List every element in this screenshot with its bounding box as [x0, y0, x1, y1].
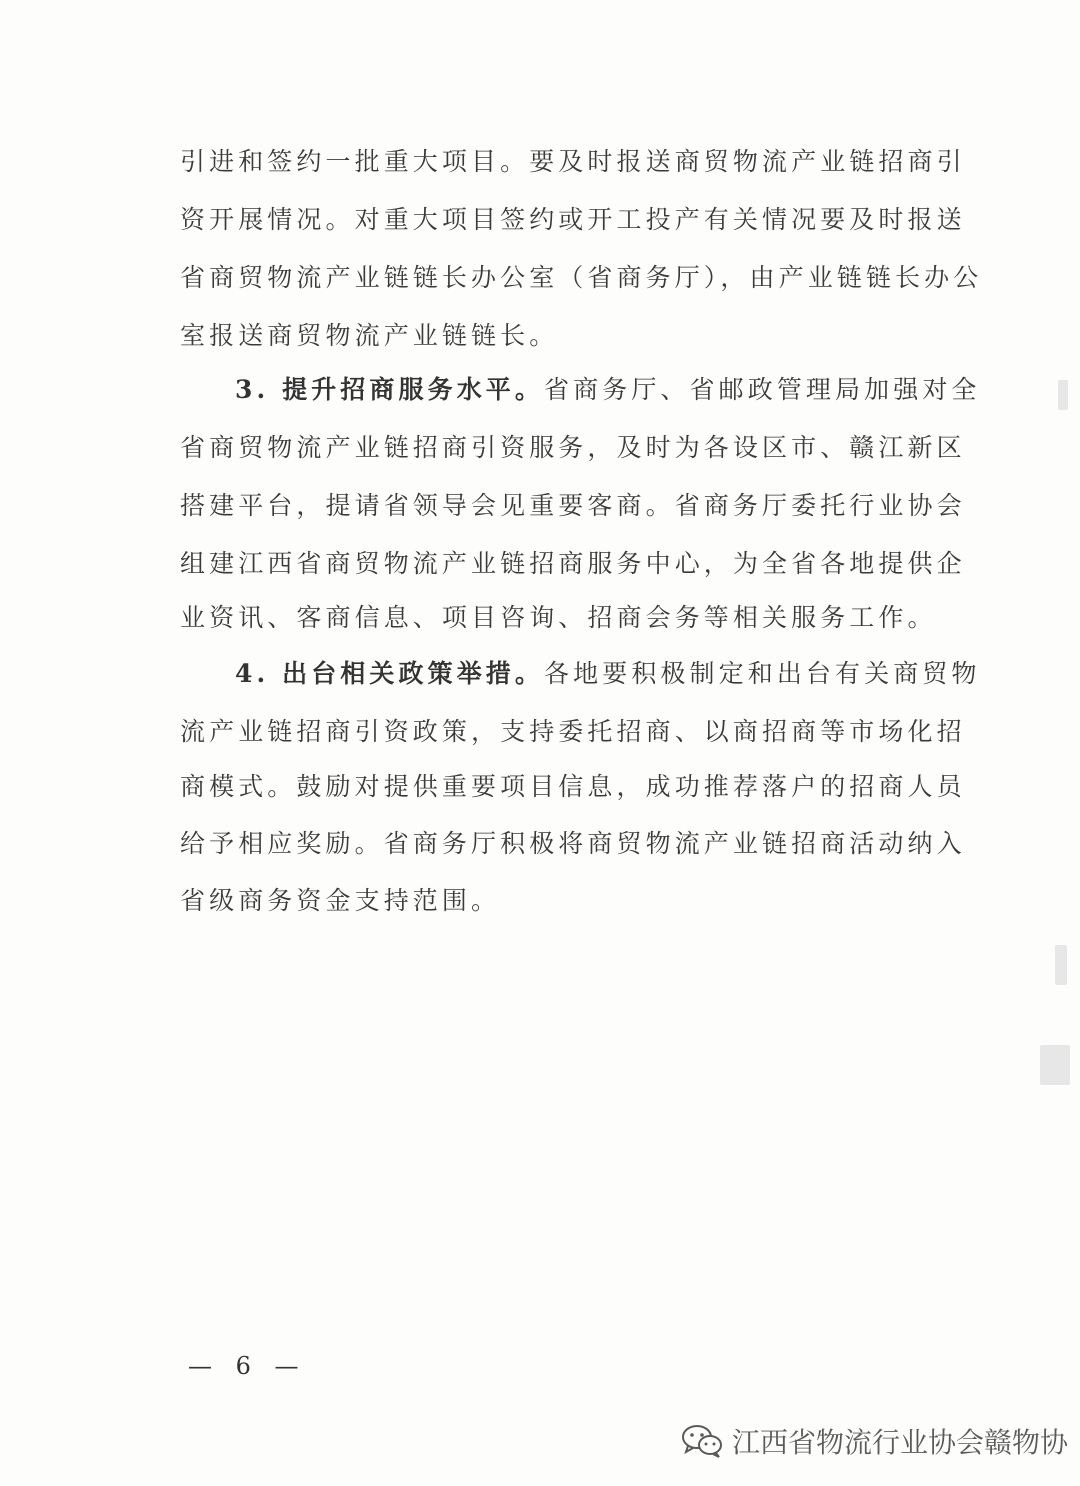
paragraph-line: 流产业链招商引资政策，支持委托招商、以商招商等市场化招 [180, 717, 966, 746]
paragraph-line: 省级商务资金支持范围。 [180, 886, 501, 915]
page-number: — 6 — [188, 1352, 307, 1380]
paragraph-line: 业资讯、客商信息、项目咨询、招商会务等相关服务工作。 [180, 603, 937, 632]
wechat-icon [680, 1423, 724, 1459]
paragraph-line: 搭建平台，提请省领导会见重要客商。省商务厅委托行业协会 [180, 491, 966, 520]
section-text: 各地要积极制定和出台有关商贸物 [544, 659, 981, 688]
paragraph-line: 省商贸物流产业链招商引资服务，及时为各设区市、赣江新区 [180, 433, 966, 462]
paragraph-line: 室报送商贸物流产业链链长。 [180, 321, 559, 350]
paragraph-line: 组建江西省商贸物流产业链招商服务中心，为全省各地提供企 [180, 549, 966, 578]
watermark-text: 江西省物流行业协会赣物协 [732, 1426, 1069, 1459]
scan-artifact [1055, 945, 1067, 985]
scan-artifact [1058, 380, 1068, 410]
section-text: 省商务厅、省邮政管理局加强对全 [544, 375, 981, 404]
scan-artifact [1040, 1045, 1070, 1085]
paragraph-line: 资开展情况。对重大项目签约或开工投产有关情况要及时报送 [180, 205, 966, 234]
section-heading-4: 4. 出台相关政策举措。 [235, 659, 545, 688]
section-3-first-line [235, 375, 981, 405]
paragraph-line: 引进和签约一批重大项目。要及时报送商贸物流产业链招商引 [180, 147, 966, 176]
section-4-first-line [235, 659, 981, 689]
paragraph-line: 给予相应奖励。省商务厅积极将商贸物流产业链招商活动纳入 [180, 829, 966, 858]
paragraph-line: 商模式。鼓励对提供重要项目信息，成功推荐落户的招商人员 [180, 772, 966, 801]
paragraph-line: 省商贸物流产业链链长办公室（省商务厅），由产业链链长办公 [180, 263, 983, 292]
watermark [680, 1421, 1068, 1461]
section-heading-3: 3. 提升招商服务水平。 [235, 375, 545, 404]
